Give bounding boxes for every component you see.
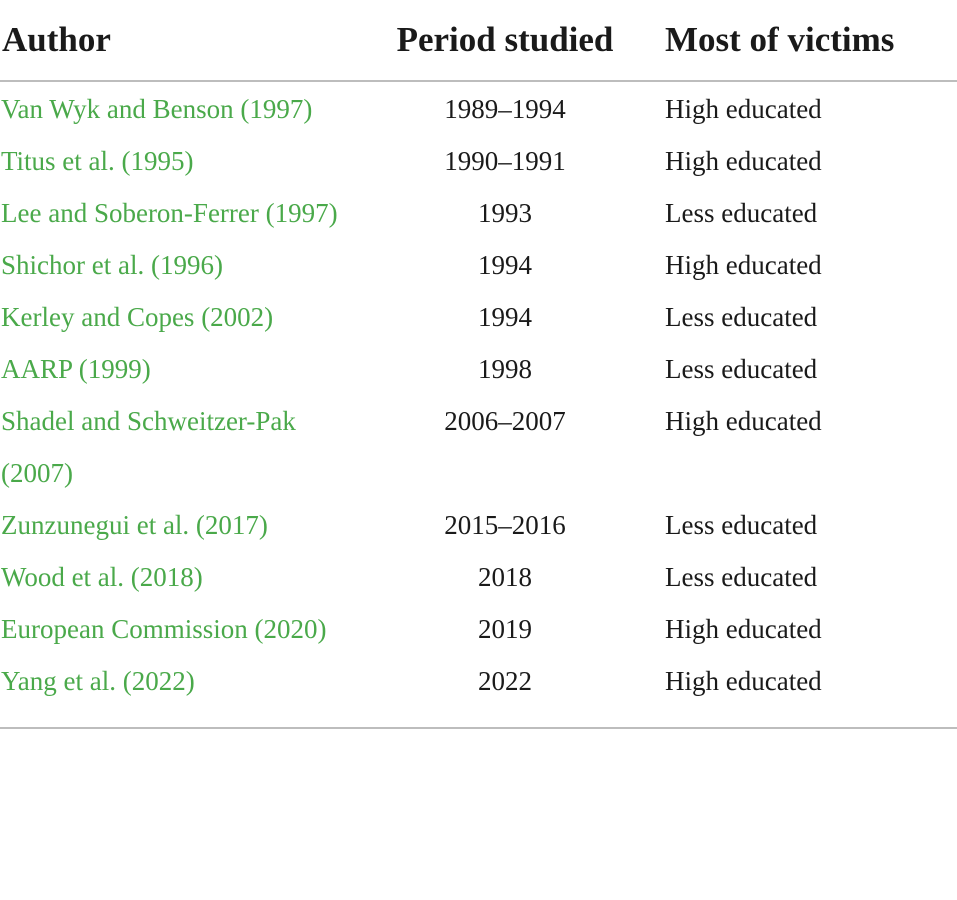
- author-link[interactable]: Zunzunegui et al. (2017): [1, 510, 268, 540]
- victims-cell: High educated: [665, 146, 822, 176]
- author-link[interactable]: Wood et al. (2018): [1, 562, 203, 592]
- period-cell: 2018: [478, 562, 532, 592]
- author-link[interactable]: Shichor et al. (1996): [1, 250, 223, 280]
- victims-cell: High educated: [665, 614, 822, 644]
- author-link[interactable]: Shadel and Schweitzer-Pak (2007): [1, 406, 296, 488]
- header-author: Author: [0, 0, 370, 81]
- header-period-studied: Period studied: [370, 0, 640, 81]
- victims-cell: Less educated: [665, 562, 818, 592]
- table-row: [0, 603, 957, 655]
- author-link[interactable]: Lee and Soberon-Ferrer (1997): [1, 198, 338, 228]
- table-row: [0, 343, 957, 395]
- table-row: [0, 551, 957, 603]
- table-row: [0, 187, 957, 239]
- author-link[interactable]: Kerley and Copes (2002): [1, 302, 274, 332]
- victims-cell: High educated: [665, 94, 822, 124]
- author-link[interactable]: AARP (1999): [1, 354, 151, 384]
- header-most-of-victims: Most of victims: [640, 0, 957, 81]
- period-cell: 1994: [478, 302, 532, 332]
- period-cell: 2022: [478, 666, 532, 696]
- table-row: [0, 291, 957, 343]
- table-header: [0, 0, 957, 81]
- author-link[interactable]: Yang et al. (2022): [1, 666, 195, 696]
- table-row: [0, 239, 957, 291]
- victims-cell: Less educated: [665, 198, 818, 228]
- victims-cell: High educated: [665, 406, 822, 436]
- period-cell: 1994: [478, 250, 532, 280]
- table-row: [0, 499, 957, 551]
- table-row: [0, 395, 957, 499]
- period-cell: 1989–1994: [444, 94, 566, 124]
- period-cell: 1990–1991: [444, 146, 566, 176]
- bottom-rule: [0, 727, 957, 729]
- period-cell: 1993: [478, 198, 532, 228]
- table-row: [0, 655, 957, 727]
- author-link[interactable]: Titus et al. (1995): [1, 146, 194, 176]
- table-row: [0, 81, 957, 135]
- author-link[interactable]: Van Wyk and Benson (1997): [1, 94, 313, 124]
- header-row: [0, 0, 957, 81]
- period-cell: 1998: [478, 354, 532, 384]
- victims-cell: High educated: [665, 666, 822, 696]
- victims-cell: Less educated: [665, 510, 818, 540]
- period-cell: 2019: [478, 614, 532, 644]
- table-row: [0, 135, 957, 187]
- author-link[interactable]: European Commission (2020): [1, 614, 327, 644]
- victims-cell: High educated: [665, 250, 822, 280]
- victims-cell: Less educated: [665, 302, 818, 332]
- period-cell: 2015–2016: [444, 510, 566, 540]
- period-cell: 2006–2007: [444, 406, 566, 436]
- table-body: [0, 81, 957, 727]
- victims-cell: Less educated: [665, 354, 818, 384]
